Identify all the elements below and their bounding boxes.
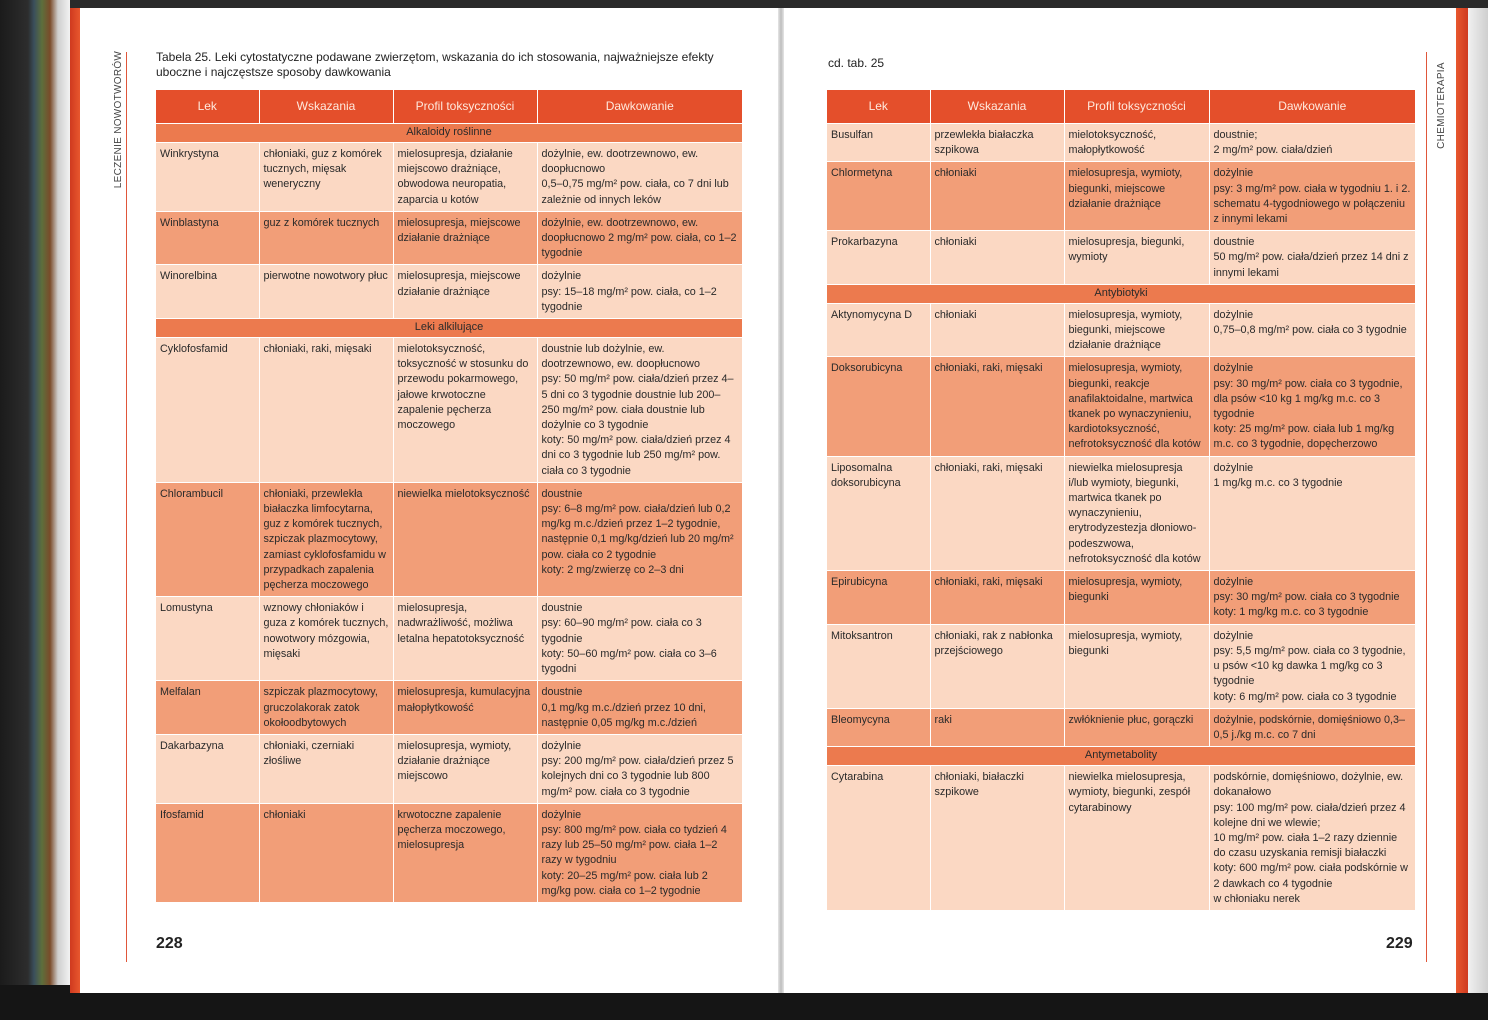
drug-name-cell: Cytarabina [827,766,930,910]
dosage-cell: dożylnie psy: 30 mg/m² pow. ciała co 3 tygodnie koty: 1 mg/kg m.c. co 3 tygodnie [1209,571,1415,625]
column-header: Lek [827,90,930,124]
indications-cell: raki [930,708,1064,746]
table-row [827,124,1415,162]
right-page-red-margin [1456,8,1468,993]
drug-name-cell: Prokarbazyna [827,231,930,285]
dosage-cell: dożylnie psy: 15–18 mg/m² pow. ciała, co 1–2 tygodnie [537,265,742,319]
table-row [827,624,1415,708]
indications-cell: chłoniaki, raki, mięsaki [930,357,1064,456]
toxicity-cell: mielosupresja, wymioty, biegunki, miejscowe działanie drażniące [1064,303,1209,357]
section-header-row [156,319,742,338]
table-row [827,708,1415,746]
book-left-edge [0,0,70,1020]
dosage-cell: dożylnie, ew. dootrzewnowo, ew. doopłucnowo 2 mg/m² pow. ciała, co 1–2 tygodnie [537,211,742,265]
table-row [156,597,742,681]
column-header: Wskazania [930,90,1064,124]
dosage-cell: doustnie psy: 60–90 mg/m² pow. ciała co 3 tygodnie koty: 50–60 mg/m² pow. ciała co 3–6 tygodni [537,597,742,681]
drug-table-right [827,90,1415,910]
toxicity-cell: krwotoczne zapalenie pęcherza moczowego, mielosupresja [393,803,537,902]
indications-cell: chłoniaki, czerniaki złośliwe [259,734,393,803]
indications-cell: chłoniaki [259,803,393,902]
column-header: Profil toksyczności [1064,90,1209,124]
drug-name-cell: Liposomalna doksorubicyna [827,456,930,570]
continued-label: cd. tab. 25 [828,56,885,70]
toxicity-cell: niewielka mielotoksyczność [393,482,537,596]
dosage-cell: dożylnie psy: 5,5 mg/m² pow. ciała co 3 tygodnie, u psów <10 kg dawka 1 mg/kg co 3 tygodnie koty: 6 mg/m² pow. ciała co 3 tygodnie [1209,624,1415,708]
toxicity-cell: mielosupresja, biegunki, wymioty [1064,231,1209,285]
table-row [156,338,742,483]
drug-name-cell: Ifosfamid [156,803,259,902]
column-header: Lek [156,90,259,124]
toxicity-cell: mielosupresja, wymioty, biegunki, miejscowe działanie drażniące [1064,162,1209,231]
table-header-row [156,90,742,124]
drug-name-cell: Dakarbazyna [156,734,259,803]
dosage-cell: dożylnie psy: 30 mg/m² pow. ciała co 3 tygodnie, dla psów <10 kg 1 mg/kg m.c. co 3 tygodnie koty: 25 mg/m² pow. ciała lub 1 mg/kg m.c. co 3 tygodnie, dopęcherzowo [1209,357,1415,456]
section-title: Leki alkilujące [156,319,742,338]
drug-name-cell: Melfalan [156,681,259,735]
left-margin-rule [126,52,127,962]
table-row [156,803,742,902]
dosage-cell: dożylnie 1 mg/kg m.c. co 3 tygodnie [1209,456,1415,570]
section-header-row [827,284,1415,303]
toxicity-cell: zwłóknienie płuc, gorączki [1064,708,1209,746]
dosage-cell: dożylnie psy: 200 mg/m² pow. ciała/dzień przez 5 kolejnych dni co 3 tygodnie lub 800 mg/m² pow. ciała co 3 tygodnie [537,734,742,803]
section-title: Antymetabolity [827,747,1415,766]
toxicity-cell: mielosupresja, wymioty, biegunki [1064,571,1209,625]
toxicity-cell: mielosupresja, miejscowe działanie drażniące [393,265,537,319]
table-row [827,162,1415,231]
drug-name-cell: Lomustyna [156,597,259,681]
toxicity-cell: mielosupresja, działanie miejscowo drażniące, obwodowa neuropatia, zaparcia u kotów [393,143,537,212]
dosage-cell: dożylnie psy: 800 mg/m² pow. ciała co tydzień 4 razy lub 25–50 mg/m² pow. ciała 1–2 razy w tygodniu koty: 20–25 mg/m² pow. ciała lub 2 mg/kg pow. ciała co 1–2 tygodnie [537,803,742,902]
indications-cell: pierwotne nowotwory płuc [259,265,393,319]
column-header: Profil toksyczności [393,90,537,124]
indications-cell: chłoniaki, raki, mięsaki [930,456,1064,570]
left-page-red-margin [70,8,80,993]
indications-cell: chłoniaki, przewlekła białaczka limfocytarna, guz z komórek tucznych, szpiczak plazmocytowy, zamiast cyklofosfamidu w przypadkach zapalenia pęcherza moczowego [259,482,393,596]
table-row [156,482,742,596]
dosage-cell: doustnie psy: 6–8 mg/m² pow. ciała/dzień lub 0,2 mg/kg m.c./dzień przez 1–2 tygodnie, następnie 0,1 mg/kg/dzień lub 20 mg/m² pow. ciała co 2 tygodnie koty: 2 mg/zwierzę co 2–3 dni [537,482,742,596]
table-caption-text: Leki cytostatyczne podawane zwierzętom, wskazania do ich stosowania, najważniejsze efekty uboczne i najczęstsze sposoby dawkowania [156,50,714,79]
toxicity-cell: mielosupresja, nadwrażliwość, możliwa letalna hepatotoksyczność [393,597,537,681]
indications-cell: chłoniaki [930,231,1064,285]
dosage-cell: doustnie; 2 mg/m² pow. ciała/dzień [1209,124,1415,162]
section-header-row [156,124,742,143]
column-header: Wskazania [259,90,393,124]
dosage-cell: dożylnie 0,75–0,8 mg/m² pow. ciała co 3 tygodnie [1209,303,1415,357]
dosage-cell: podskórnie, domięśniowo, dożylnie, ew. dokanałowo psy: 100 mg/m² pow. ciała/dzień przez 4 kolejne dni we wlewie; 10 mg/m² pow. ciała 1–2 razy dziennie do czasu uzyskania remisji białaczki koty: 600 mg/m² pow. ciała podskórnie w 2 dawkach co 4 tygodnie w chłoniaku nerek [1209,766,1415,910]
drug-name-cell: Doksorubicyna [827,357,930,456]
toxicity-cell: mielosupresja, wymioty, działanie drażniące miejscowo [393,734,537,803]
dosage-cell: dożylnie, ew. dootrzewnowo, ew. doopłucnowo 0,5–0,75 mg/m² pow. ciała, co 7 dni lub zależnie od innych leków [537,143,742,212]
page-number: 229 [1386,935,1413,952]
page-number: 228 [156,935,183,952]
dosage-cell: dożylnie, podskórnie, domięśniowo 0,3–0,5 j./kg m.c. co 7 dni [1209,708,1415,746]
right-side-label: CHEMIOTERAPIA [1435,61,1447,149]
drug-name-cell: Aktynomycyna D [827,303,930,357]
table-row [156,143,742,212]
drug-name-cell: Epirubicyna [827,571,930,625]
toxicity-cell: mielosupresja, miejscowe działanie drażniące [393,211,537,265]
column-header: Dawkowanie [537,90,742,124]
table-row [827,766,1415,910]
drug-name-cell: Chlorambucil [156,482,259,596]
table-row [156,211,742,265]
indications-cell: przewlekła białaczka szpikowa [930,124,1064,162]
indications-cell: guz z komórek tucznych [259,211,393,265]
section-header-row [827,747,1415,766]
indications-cell: wznowy chłoniaków i guza z komórek tucznych, nowotwory mózgowia, mięsaki [259,597,393,681]
table-row [156,681,742,735]
table-caption [156,50,756,80]
column-header: Dawkowanie [1209,90,1415,124]
drug-name-cell: Busulfan [827,124,930,162]
indications-cell: chłoniaki, guz z komórek tucznych, mięsak weneryczny [259,143,393,212]
table-row [827,357,1415,456]
drug-name-cell: Cyklofosfamid [156,338,259,483]
drug-name-cell: Mitoksantron [827,624,930,708]
table-row [156,265,742,319]
indications-cell: chłoniaki [930,162,1064,231]
table-row [827,571,1415,625]
toxicity-cell: mielotoksyczność, małopłytkowość [1064,124,1209,162]
section-title: Antybiotyki [827,284,1415,303]
toxicity-cell: mielosupresja, kumulacyjna małopłytkowość [393,681,537,735]
toxicity-cell: niewielka mielosupresja i/lub wymioty, biegunki, martwica tkanek po wynaczynieniu, erytrodyzestezja dłoniowo-podeszwowa, nefrotoksyczność dla kotów [1064,456,1209,570]
indications-cell: chłoniaki [930,303,1064,357]
toxicity-cell: niewielka mielosupresja, wymioty, biegunki, zespół cytarabinowy [1064,766,1209,910]
dosage-cell: doustnie 0,1 mg/kg m.c./dzień przez 10 dni, następnie 0,05 mg/kg m.c./dzień [537,681,742,735]
table-row [827,456,1415,570]
indications-cell: chłoniaki, raki, mięsaki [259,338,393,483]
dosage-cell: doustnie 50 mg/m² pow. ciała/dzień przez 14 dni z innymi lekami [1209,231,1415,285]
table-row [827,303,1415,357]
toxicity-cell: mielotoksyczność, toksyczność w stosunku do przewodu pokarmowego, jałowe krwotoczne zapalenie pęcherza moczowego [393,338,537,483]
indications-cell: szpiczak plazmocytowy, gruczolakorak zatok okołoodbytowych [259,681,393,735]
book-right-edge [1468,8,1488,993]
drug-name-cell: Winorelbina [156,265,259,319]
indications-cell: chłoniaki, raki, mięsaki [930,571,1064,625]
table-caption-label: Tabela 25. [156,50,212,64]
drug-name-cell: Bleomycyna [827,708,930,746]
dosage-cell: dożylnie psy: 3 mg/m² pow. ciała w tygodniu 1. i 2. schematu 4-tygodniowego w połączeniu z innymi lekami [1209,162,1415,231]
drug-name-cell: Chlormetyna [827,162,930,231]
drug-name-cell: Winblastyna [156,211,259,265]
table-row [156,734,742,803]
drug-name-cell: Winkrystyna [156,143,259,212]
left-page [70,8,778,993]
right-page [784,8,1468,993]
toxicity-cell: mielosupresja, wymioty, biegunki [1064,624,1209,708]
section-title: Alkaloidy roślinne [156,124,742,143]
table-row [827,231,1415,285]
indications-cell: chłoniaki, białaczki szpikowe [930,766,1064,910]
dosage-cell: doustnie lub dożylnie, ew. dootrzewnowo, ew. doopłucnowo psy: 50 mg/m² pow. ciała/dzień przez 4–5 dni co 3 tygodnie doustnie lub 200–250 mg/m² pow. ciała doustnie lub dożylnie co 3 tygodnie koty: 50 mg/m² pow. ciała/dzień przez 4 dni co 3 tygodnie lub 250 mg/m² pow. ciała co 3 tygodnie [537,338,742,483]
table-header-row [827,90,1415,124]
indications-cell: chłoniaki, rak z nabłonka przejściowego [930,624,1064,708]
left-side-label: LECZENIE NOWOTWORÓW [113,50,125,188]
right-margin-rule [1426,52,1427,962]
drug-table-left [156,90,742,902]
toxicity-cell: mielosupresja, wymioty, biegunki, reakcje anafilaktoidalne, martwica tkanek po wynaczynieniu, kardiotoksyczność, nefrotoksyczność dla kotów [1064,357,1209,456]
